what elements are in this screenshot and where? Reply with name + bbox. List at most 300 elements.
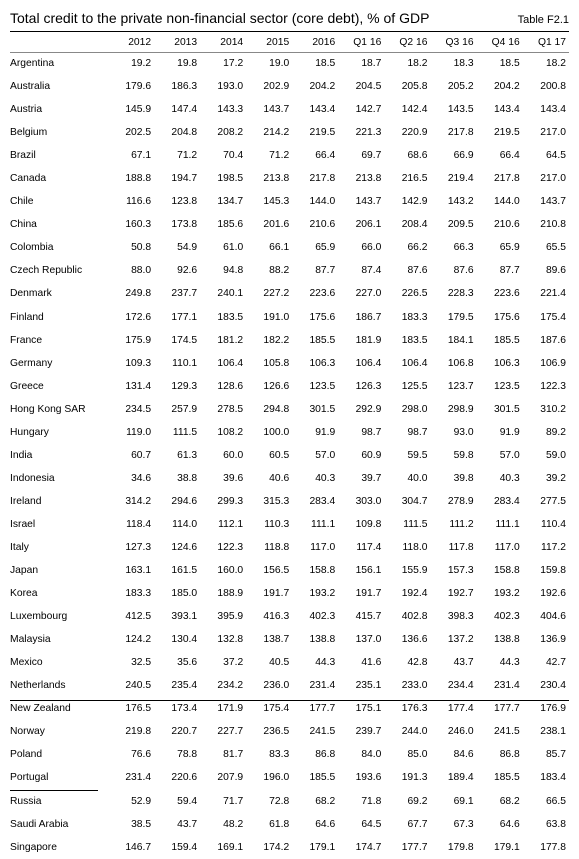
value-cell: 412.5	[125, 611, 152, 623]
table-row	[10, 329, 569, 352]
value-cell: 186.7	[355, 311, 382, 323]
value-cell: 84.6	[453, 749, 474, 761]
value-cell: 122.3	[217, 542, 244, 553]
value-cell: 39.2	[545, 472, 566, 484]
value-cell: 65.9	[499, 242, 520, 254]
value-cell: 35.6	[177, 657, 198, 669]
table-row	[10, 306, 569, 329]
table-number: Table F2.1	[517, 14, 569, 26]
value-cell: 59.8	[453, 449, 474, 461]
country-name: Canada	[10, 173, 47, 185]
value-cell: 123.5	[493, 380, 520, 392]
value-cell: 235.1	[355, 680, 382, 692]
value-cell: 118.8	[264, 542, 290, 553]
header-country	[10, 33, 108, 52]
value-cell: 238.1	[540, 726, 566, 738]
value-cell: 244.0	[401, 726, 428, 738]
value-cell: 111.5	[172, 426, 198, 438]
value-cell: 67.1	[131, 150, 152, 162]
value-cell: 213.8	[263, 173, 290, 185]
value-cell: 108.2	[217, 426, 244, 438]
value-cell: 143.5	[447, 104, 474, 116]
value-cell: 63.8	[545, 818, 566, 830]
value-cell: 123.5	[309, 380, 336, 392]
value-cell: 119.0	[126, 426, 152, 438]
country-name: Finland	[10, 311, 44, 323]
value-cell: 176.5	[125, 703, 152, 715]
value-cell: 78.8	[177, 749, 198, 761]
value-cell: 105.8	[263, 357, 290, 369]
top-rule	[10, 31, 569, 32]
value-cell: 231.4	[493, 680, 520, 692]
value-cell: 402.3	[309, 611, 336, 623]
value-cell: 234.5	[125, 403, 152, 415]
table-row	[10, 513, 569, 536]
table-title: Total credit to the private non-financial sector (core debt), % of GDP	[10, 10, 430, 26]
value-cell: 234.2	[217, 680, 244, 692]
value-cell: 132.8	[217, 634, 244, 646]
value-cell: 71.2	[269, 150, 290, 162]
value-cell: 298.9	[447, 403, 474, 415]
value-cell: 196.0	[263, 772, 290, 784]
value-cell: 39.6	[223, 472, 244, 484]
value-cell: 61.8	[269, 818, 290, 830]
value-cell: 59.0	[545, 449, 566, 461]
table-row	[10, 836, 569, 859]
country-name: Malaysia	[10, 634, 51, 646]
value-cell: 39.8	[453, 472, 474, 484]
value-cell: 249.8	[125, 288, 152, 300]
value-cell: 68.6	[407, 150, 428, 162]
value-cell: 277.5	[540, 495, 566, 507]
value-cell: 175.4	[263, 703, 290, 715]
value-cell: 210.6	[309, 219, 336, 231]
country-name: Belgium	[10, 127, 48, 139]
value-cell: 86.8	[315, 749, 336, 761]
value-cell: 236.0	[263, 680, 290, 692]
country-name: Mexico	[10, 657, 43, 669]
value-cell: 160.0	[217, 565, 244, 577]
value-cell: 147.4	[171, 104, 198, 116]
value-cell: 177.7	[493, 703, 520, 715]
value-cell: 131.4	[125, 380, 152, 392]
value-cell: 193.2	[493, 588, 520, 600]
value-cell: 128.6	[217, 380, 244, 392]
value-cell: 207.9	[217, 772, 244, 784]
value-cell: 32.5	[131, 657, 152, 669]
value-cell: 219.4	[447, 173, 474, 185]
value-cell: 143.7	[263, 104, 290, 116]
value-cell: 204.2	[493, 81, 520, 93]
value-cell: 278.5	[217, 403, 244, 415]
table-row	[10, 559, 569, 582]
value-cell: 193.6	[355, 772, 382, 784]
value-cell: 143.4	[540, 104, 566, 116]
value-cell: 60.0	[223, 449, 244, 461]
value-cell: 160.3	[125, 219, 152, 231]
table-row	[10, 720, 569, 743]
value-cell: 106.3	[493, 357, 520, 369]
value-cell: 40.0	[407, 472, 428, 484]
value-cell: 175.6	[309, 311, 336, 323]
value-cell: 208.2	[217, 127, 244, 139]
country-name: Saudi Arabia	[10, 818, 69, 830]
value-cell: 217.0	[540, 127, 566, 139]
value-cell: 43.7	[177, 818, 198, 830]
value-cell: 220.6	[171, 772, 198, 784]
value-cell: 200.8	[540, 81, 566, 93]
country-name: China	[10, 219, 37, 231]
value-cell: 66.4	[315, 150, 336, 162]
value-cell: 198.5	[217, 173, 244, 185]
value-cell: 173.4	[171, 703, 198, 715]
value-cell: 185.5	[309, 334, 336, 346]
country-name: Argentina	[10, 58, 55, 70]
value-cell: 111.1	[310, 518, 336, 530]
value-cell: 117.2	[540, 542, 566, 553]
value-cell: 213.8	[355, 173, 382, 185]
value-cell: 68.2	[315, 795, 336, 807]
country-name: India	[10, 449, 33, 461]
country-name: Hungary	[10, 426, 49, 438]
value-cell: 234.4	[447, 680, 474, 692]
value-cell: 223.6	[493, 288, 520, 300]
value-cell: 76.6	[131, 749, 152, 761]
value-cell: 118.4	[126, 518, 152, 530]
column-header: Q2 16	[399, 37, 428, 48]
country-name: Brazil	[10, 150, 36, 162]
value-cell: 142.7	[355, 104, 382, 116]
value-cell: 415.7	[355, 611, 382, 623]
value-cell: 123.8	[171, 196, 198, 208]
value-cell: 192.4	[401, 588, 428, 600]
value-cell: 173.8	[171, 219, 198, 231]
value-cell: 66.9	[453, 150, 474, 162]
value-cell: 176.9	[540, 703, 566, 715]
table-row	[10, 536, 569, 559]
value-cell: 144.0	[309, 196, 336, 208]
country-name: Portugal	[10, 766, 108, 789]
value-cell: 111.5	[403, 518, 428, 530]
value-cell: 143.7	[540, 196, 566, 208]
value-cell: 283.4	[493, 495, 520, 507]
value-cell: 65.5	[545, 242, 566, 254]
value-cell: 175.1	[355, 703, 382, 715]
value-cell: 89.6	[545, 265, 566, 277]
value-cell: 87.7	[315, 265, 336, 277]
value-cell: 191.7	[263, 588, 290, 600]
value-cell: 146.7	[125, 841, 152, 853]
value-cell: 126.6	[263, 380, 290, 392]
value-cell: 171.9	[217, 703, 244, 715]
table-row	[10, 236, 569, 259]
value-cell: 50.8	[131, 242, 152, 254]
value-cell: 231.4	[309, 680, 336, 692]
value-cell: 66.0	[361, 242, 382, 254]
value-cell: 184.1	[447, 334, 474, 346]
column-header: Q4 16	[491, 37, 520, 48]
value-cell: 109.8	[355, 518, 382, 530]
table-row	[10, 167, 569, 190]
value-cell: 106.9	[540, 357, 566, 369]
value-cell: 124.6	[171, 542, 198, 553]
value-cell: 177.4	[447, 703, 474, 715]
value-cell: 315.3	[263, 495, 290, 507]
column-header: Q3 16	[445, 37, 474, 48]
table-row	[10, 75, 569, 98]
value-cell: 117.0	[494, 542, 520, 553]
value-cell: 221.4	[540, 288, 566, 300]
country-name: Norway	[10, 726, 45, 738]
value-cell: 183.3	[125, 588, 152, 600]
value-cell: 220.9	[401, 127, 428, 139]
table-row	[10, 743, 569, 766]
table-row	[10, 421, 569, 444]
value-cell: 156.1	[355, 565, 382, 577]
value-cell: 283.4	[309, 495, 336, 507]
value-cell: 294.6	[171, 495, 198, 507]
value-cell: 278.9	[447, 495, 474, 507]
value-cell: 159.8	[540, 565, 566, 577]
table-row	[10, 790, 569, 813]
value-cell: 65.9	[315, 242, 336, 254]
value-cell: 137.0	[355, 634, 382, 646]
value-cell: 395.9	[217, 611, 244, 623]
column-header: 2013	[174, 37, 198, 48]
column-header: Q1 17	[537, 37, 566, 48]
value-cell: 228.3	[447, 288, 474, 300]
value-cell: 38.8	[177, 472, 198, 484]
table-row	[10, 651, 569, 674]
table-row	[10, 674, 569, 697]
value-cell: 17.2	[223, 58, 244, 70]
table-row	[10, 467, 569, 490]
value-cell: 185.5	[309, 772, 336, 784]
table-row	[10, 375, 569, 398]
value-cell: 106.8	[447, 357, 474, 369]
value-cell: 106.4	[355, 357, 382, 369]
value-cell: 18.5	[499, 58, 520, 70]
country-name: Czech Republic	[10, 265, 83, 277]
value-cell: 18.5	[315, 58, 336, 70]
value-cell: 98.7	[361, 426, 382, 438]
table-row	[10, 144, 569, 167]
value-cell: 122.3	[540, 380, 566, 392]
value-cell: 210.6	[493, 219, 520, 231]
value-cell: 89.2	[545, 426, 566, 438]
table-row	[10, 282, 569, 305]
value-cell: 214.2	[263, 127, 290, 139]
value-cell: 179.8	[447, 841, 474, 853]
value-cell: 44.3	[315, 657, 336, 669]
value-cell: 138.8	[493, 634, 520, 646]
value-cell: 85.0	[407, 749, 428, 761]
value-cell: 71.7	[223, 795, 244, 807]
column-header: 2015	[266, 37, 290, 48]
value-cell: 93.0	[453, 426, 474, 438]
value-cell: 40.3	[315, 472, 336, 484]
value-cell: 111.1	[495, 518, 520, 530]
value-cell: 39.7	[361, 472, 382, 484]
value-cell: 204.8	[171, 127, 198, 139]
value-cell: 301.5	[493, 403, 520, 415]
country-name: Hong Kong SAR	[10, 403, 86, 415]
value-cell: 87.6	[407, 265, 428, 277]
value-cell: 179.1	[309, 841, 336, 853]
table-row	[10, 582, 569, 605]
value-cell: 106.3	[309, 357, 336, 369]
value-cell: 43.7	[453, 657, 474, 669]
value-cell: 236.5	[263, 726, 290, 738]
value-cell: 87.6	[453, 265, 474, 277]
value-cell: 227.2	[263, 288, 290, 300]
value-cell: 18.2	[545, 58, 566, 70]
value-cell: 144.0	[493, 196, 520, 208]
value-cell: 66.1	[269, 242, 290, 254]
value-cell: 299.3	[217, 495, 244, 507]
value-cell: 44.3	[499, 657, 520, 669]
value-cell: 188.9	[217, 588, 244, 600]
value-cell: 64.5	[545, 150, 566, 162]
value-cell: 137.2	[447, 634, 474, 646]
value-cell: 185.0	[171, 588, 198, 600]
value-cell: 210.8	[540, 219, 566, 231]
value-cell: 183.4	[540, 772, 566, 784]
value-cell: 189.4	[447, 772, 474, 784]
country-name: Singapore	[10, 841, 57, 853]
value-cell: 83.3	[269, 749, 290, 761]
value-cell: 188.8	[125, 173, 152, 185]
value-cell: 303.0	[355, 495, 382, 507]
value-cell: 143.4	[493, 104, 520, 116]
value-cell: 142.4	[401, 104, 428, 116]
value-cell: 230.4	[540, 680, 566, 692]
value-cell: 61.3	[177, 449, 198, 461]
value-cell: 112.1	[218, 518, 244, 530]
table-row	[10, 444, 569, 467]
value-cell: 227.7	[217, 726, 244, 738]
value-cell: 187.6	[540, 334, 566, 346]
value-cell: 60.7	[131, 449, 152, 461]
value-cell: 129.3	[171, 380, 198, 392]
value-cell: 193.2	[309, 588, 336, 600]
value-cell: 298.0	[401, 403, 428, 415]
value-cell: 42.7	[545, 657, 566, 669]
value-cell: 204.2	[309, 81, 336, 93]
value-cell: 194.7	[171, 173, 198, 185]
value-cell: 85.7	[545, 749, 566, 761]
value-cell: 239.7	[355, 726, 382, 738]
country-name: Colombia	[10, 242, 54, 254]
table-row	[10, 121, 569, 144]
value-cell: 301.5	[309, 403, 336, 415]
value-cell: 191.0	[263, 311, 290, 323]
value-cell: 71.8	[361, 795, 382, 807]
value-cell: 416.3	[263, 611, 290, 623]
value-cell: 124.2	[125, 634, 152, 646]
column-header: 2012	[128, 37, 152, 48]
value-cell: 41.6	[361, 657, 382, 669]
value-cell: 18.2	[407, 58, 428, 70]
country-name: Denmark	[10, 288, 52, 300]
value-cell: 402.8	[401, 611, 428, 623]
country-name: Australia	[10, 81, 51, 93]
value-cell: 37.2	[223, 657, 244, 669]
country-name: New Zealand	[10, 703, 71, 715]
value-cell: 72.8	[269, 795, 290, 807]
column-header: Q1 16	[353, 37, 382, 48]
value-cell: 136.6	[401, 634, 428, 646]
value-cell: 91.9	[499, 426, 520, 438]
value-cell: 48.2	[223, 818, 244, 830]
country-name: Austria	[10, 104, 43, 116]
value-cell: 159.4	[171, 841, 198, 853]
value-cell: 54.9	[177, 242, 198, 254]
value-cell: 145.9	[125, 104, 152, 116]
value-cell: 117.4	[356, 542, 382, 553]
value-cell: 92.6	[177, 265, 198, 277]
value-cell: 233.0	[401, 680, 428, 692]
value-cell: 86.8	[499, 749, 520, 761]
country-name: Korea	[10, 588, 38, 600]
table-row	[10, 352, 569, 375]
value-cell: 185.6	[217, 219, 244, 231]
value-cell: 191.7	[355, 588, 382, 600]
value-cell: 404.6	[540, 611, 566, 623]
country-name: Japan	[10, 565, 39, 577]
value-cell: 206.1	[355, 219, 382, 231]
value-cell: 145.3	[263, 196, 290, 208]
value-cell: 87.4	[361, 265, 382, 277]
value-cell: 205.8	[401, 81, 428, 93]
value-cell: 60.9	[361, 449, 382, 461]
value-cell: 64.5	[361, 818, 382, 830]
value-cell: 66.5	[545, 795, 566, 807]
table-row	[10, 259, 569, 282]
value-cell: 87.7	[499, 265, 520, 277]
value-cell: 136.9	[540, 634, 566, 646]
value-cell: 42.8	[407, 657, 428, 669]
value-cell: 143.7	[355, 196, 382, 208]
value-cell: 179.6	[125, 81, 152, 93]
country-name: Ireland	[10, 495, 42, 507]
value-cell: 57.0	[499, 449, 520, 461]
country-name: Greece	[10, 380, 44, 392]
country-name: Luxembourg	[10, 611, 68, 623]
value-cell: 71.2	[177, 150, 198, 162]
table-row	[10, 213, 569, 236]
value-cell: 163.1	[125, 565, 152, 577]
value-cell: 109.3	[125, 357, 152, 369]
value-cell: 98.7	[407, 426, 428, 438]
value-cell: 125.5	[401, 380, 428, 392]
value-cell: 240.5	[125, 680, 152, 692]
value-cell: 310.2	[540, 403, 566, 415]
value-cell: 181.9	[355, 334, 382, 346]
value-cell: 208.4	[401, 219, 428, 231]
value-cell: 183.5	[217, 311, 244, 323]
value-cell: 60.5	[269, 449, 290, 461]
header-row	[10, 33, 569, 52]
country-name: Israel	[10, 518, 36, 530]
value-cell: 175.6	[493, 311, 520, 323]
value-cell: 217.0	[540, 173, 566, 185]
value-cell: 59.4	[177, 795, 198, 807]
country-name: Indonesia	[10, 472, 55, 484]
value-cell: 114.0	[172, 518, 198, 530]
value-cell: 106.4	[217, 357, 244, 369]
value-cell: 157.3	[447, 565, 474, 577]
